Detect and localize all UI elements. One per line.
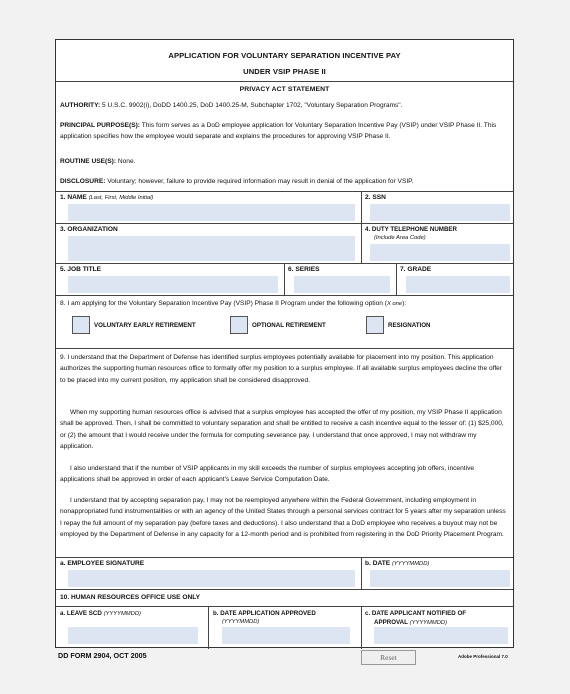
grade-label: 7. GRADE — [400, 266, 432, 273]
divider — [56, 589, 513, 590]
purpose-value: This form serves as a DoD employee application for Voluntary Separation Incentive Pay (VSIP) under VSIP Phase II. This application specifies how the employee would separate and explains the procedures for approving VSIP Phase II. — [60, 122, 497, 140]
purpose-label: PRINCIPAL PURPOSE(S): — [60, 122, 140, 129]
option-prompt — [60, 298, 510, 310]
divider — [361, 191, 362, 223]
series-label: 6. SERIES — [288, 266, 320, 273]
organization-field[interactable] — [68, 236, 355, 261]
phone-label: 4. DUTY TELEPHONE NUMBER — [365, 226, 458, 233]
leave-scd-label: a. LEAVE SCD — [60, 610, 102, 617]
divider — [208, 606, 209, 649]
date-notified-label2: APPROVAL — [374, 619, 408, 626]
divider — [56, 606, 513, 607]
signature-date-wrap — [365, 558, 429, 570]
divider — [396, 263, 397, 295]
disclosure-value: Voluntary; however, failure to provide required information may result in denial of the application for VSIP. — [105, 178, 414, 185]
option-prompt-end: ): — [402, 300, 407, 307]
job-title-field[interactable] — [68, 276, 278, 293]
reset-button[interactable]: Reset — [361, 650, 416, 665]
divider — [56, 81, 513, 82]
signature-date-label: b. DATE — [365, 560, 391, 567]
divider — [56, 295, 513, 296]
employee-signature-label: a. EMPLOYEE SIGNATURE — [60, 560, 145, 567]
date-approved-hint: (YYYYMMDD) — [222, 619, 260, 625]
authority-text — [60, 100, 510, 111]
optional-retirement-checkbox[interactable] — [230, 316, 248, 334]
leave-scd-hint: (YYYYMMDD) — [103, 611, 141, 617]
early-retirement-label: VOLUNTARY EARLY RETIREMENT — [94, 322, 196, 329]
date-notified-field[interactable] — [374, 627, 508, 644]
grade-field[interactable] — [406, 276, 510, 293]
name-field[interactable] — [68, 204, 355, 221]
name-label: 1. NAME — [60, 194, 87, 201]
organization-label: 3. ORGANIZATION — [60, 226, 118, 233]
privacy-heading: PRIVACY ACT STATEMENT — [239, 86, 330, 93]
routine-label: ROUTINE USE(S): — [60, 158, 117, 165]
early-retirement-checkbox[interactable] — [72, 316, 90, 334]
form-title-line2: UNDER VSIP PHASE II — [243, 67, 326, 76]
employee-signature-field[interactable] — [68, 570, 355, 587]
form-title-line1: APPLICATION FOR VOLUNTARY SEPARATION INCENTIVE PAY — [168, 51, 401, 60]
routine-text — [60, 156, 135, 167]
authority-value: 5 U.S.C. 9902(i), DoDD 1400.25, DoD 1400.25-M, Subchapter 1702, "Voluntary Separation Programs". — [100, 102, 403, 109]
form-id: DD FORM 2904, OCT 2005 — [58, 651, 147, 660]
resignation-checkbox[interactable] — [366, 316, 384, 334]
date-notified-label1: c. DATE APPLICANT NOTIFIED OF — [365, 610, 467, 617]
statement-p2: When my supporting human resources office is advised that a surplus employee has accepted the offer of my position, my VSIP Phase II application shall be approved. Then, I shall be committed to voluntary separation and shall be entitled to receive a cash incentive equal to the lesser of: (1) $25,000, or (2) the amount that I would receive under the formula for computing severance pay. I understand that once approved, I may not withdraw my application. — [60, 409, 504, 450]
leave-scd-field[interactable] — [68, 627, 198, 644]
phone-field[interactable] — [370, 244, 510, 261]
statement-p4: I understand that by accepting separation pay, I may not be reemployed anywhere within the Federal Government, including employment in nonappropriated fund instrumentalities or with an agency of the United States through a personal services contract for 5 years after my separation unless I repay the full amount of my separation pay (before taxes and deductions). I also understand that a DoD employee who receives a buyout may not be employed by the Department of Defense in any capacity for a 12-month period and is prohibited from registering in the DoD Priority Placement Program. — [60, 497, 506, 538]
divider — [361, 557, 362, 589]
phone-hint: (Include Area Code) — [374, 235, 426, 241]
leave-scd-wrap — [60, 608, 141, 620]
signature-date-hint: (YYYYMMDD) — [392, 561, 430, 567]
divider — [284, 263, 285, 295]
name-label-wrap — [60, 192, 153, 204]
job-title-label: 5. JOB TITLE — [60, 266, 102, 273]
ssn-field[interactable] — [370, 204, 510, 221]
divider — [361, 223, 362, 263]
statement-p3: I also understand that if the number of VSIP applicants in my skill exceeds the number of surplus employees accepting job offers, incentive applications shall be approved in order of each applicant's Leave Service Computation Date. — [60, 465, 475, 484]
software-note: Adobe Professional 7.0 — [458, 654, 508, 659]
date-notified-hint: (YYYYMMDD) — [409, 620, 448, 626]
ssn-label: 2. SSN — [365, 194, 386, 201]
series-field[interactable] — [294, 276, 390, 293]
date-approved-label: b. DATE APPLICATION APPROVED — [213, 610, 316, 617]
routine-value: None. — [116, 158, 136, 165]
divider — [361, 606, 362, 649]
statement-p1: 9. I understand that the Department of Defense has identified surplus employees potentially available for placement into my position. This application authorizes the supporting human resources office to formally offer my position to a surplus employee. If all available surplus employees decline the offer to be placed into my current position, my application shall be considered disapproved. — [60, 354, 503, 384]
disclosure-label: DISCLOSURE: — [60, 178, 106, 185]
option-prompt-text: 8. I am applying for the Voluntary Separation Incentive Pay (VSIP) Phase II Program under the following option ( — [60, 300, 387, 307]
purpose-text — [60, 120, 508, 142]
optional-retirement-label: OPTIONAL RETIREMENT — [252, 322, 326, 329]
authority-label: AUTHORITY: — [60, 102, 101, 109]
divider — [56, 348, 513, 349]
signature-date-field[interactable] — [370, 570, 510, 587]
form-container — [55, 39, 514, 648]
option-prompt-hint: X one — [386, 301, 403, 307]
resignation-label: RESIGNATION — [388, 322, 431, 329]
name-hint: (Last, First, Middle Initial) — [88, 195, 154, 201]
office-heading: 10. HUMAN RESOURCES OFFICE USE ONLY — [60, 594, 201, 601]
date-approved-field[interactable] — [222, 627, 350, 644]
disclosure-text — [60, 176, 512, 187]
